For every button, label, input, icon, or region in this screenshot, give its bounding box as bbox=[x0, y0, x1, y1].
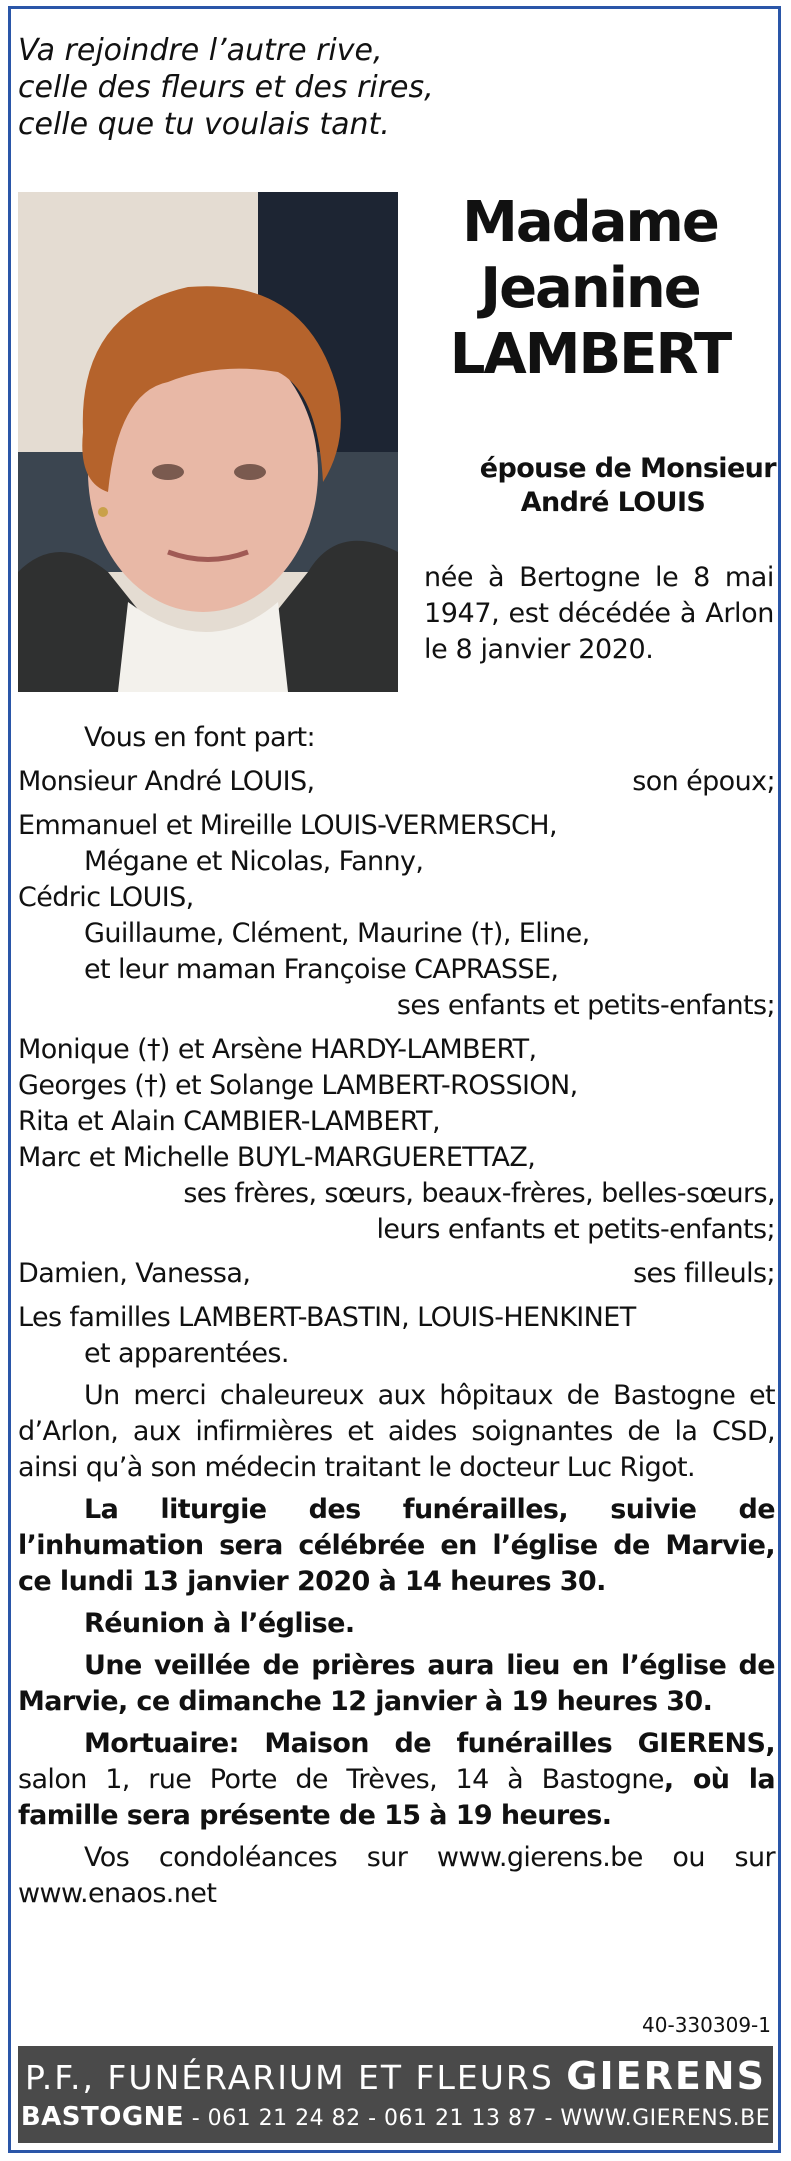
family-line: Emmanuel et Mireille LOUIS-VERMERSCH, bbox=[18, 810, 557, 841]
banner-city: BASTOGNE bbox=[20, 2102, 185, 2132]
banner-line-2 bbox=[18, 2102, 773, 2132]
mortuary-hours: , où la famille sera présente de 15 à 19 heures. bbox=[18, 1764, 775, 1831]
mortuary-title: Mortuaire: Maison de funérailles GIERENS, bbox=[84, 1728, 775, 1759]
vigil-paragraph: Une veillée de prières aura lieu en l’église de Marvie, ce dimanche 12 janvier à 19 heures 30. bbox=[18, 1650, 775, 1717]
deceased-name bbox=[410, 190, 770, 388]
family-line: Guillaume, Clément, Maurine (†), Eline, bbox=[84, 918, 590, 949]
portrait-photo bbox=[18, 192, 398, 692]
condolences-paragraph: Vos condoléances sur www.gierens.be ou sur www.enaos.net bbox=[18, 1842, 775, 1909]
poem-line: celle que tu voulais tant. bbox=[18, 107, 390, 142]
name-last: LAMBERT bbox=[449, 322, 731, 387]
notice-body bbox=[18, 720, 775, 1912]
spouse-info bbox=[410, 452, 776, 520]
family-line: et apparentées. bbox=[84, 1338, 289, 1369]
mortuary-address: salon 1, rue Porte de Trèves, 14 à Bastogne bbox=[18, 1764, 664, 1795]
family-line: Georges (†) et Solange LAMBERT-ROSSION, bbox=[18, 1070, 578, 1101]
family-relation: leurs enfants et petits-enfants; bbox=[376, 1214, 775, 1245]
name-first: Jeanine bbox=[480, 256, 700, 321]
poem-line: Va rejoindre l’autre rive, bbox=[18, 33, 383, 68]
family-line bbox=[18, 1256, 775, 1292]
meeting-paragraph: Réunion à l’église. bbox=[84, 1608, 355, 1639]
spouse-line: épouse de Monsieur bbox=[479, 453, 776, 484]
family-line: Les familles LAMBERT-BASTIN, LOUIS-HENKINET bbox=[18, 1302, 636, 1333]
family-name: Monsieur André LOUIS, bbox=[18, 766, 315, 797]
family-relation: ses filleuls; bbox=[633, 1258, 775, 1289]
family-relation: son époux; bbox=[632, 766, 775, 797]
family-name: Damien, Vanessa, bbox=[18, 1258, 251, 1289]
family-line: Cédric LOUIS, bbox=[18, 882, 194, 913]
family-line bbox=[18, 764, 775, 800]
funeral-home-banner bbox=[18, 2046, 773, 2143]
family-line: Rita et Alain CAMBIER-LAMBERT, bbox=[18, 1106, 440, 1137]
banner-contact: - 061 21 24 82 - 061 21 13 87 - WWW.GIERENS.BE bbox=[184, 2106, 771, 2131]
thanks-paragraph: Un merci chaleureux aux hôpitaux de Bastogne et d’Arlon, aux infirmières et aides soignantes de la CSD, ainsi qu’à son médecin traitant le docteur Luc Rigot. bbox=[18, 1380, 775, 1483]
banner-brand: GIERENS bbox=[566, 2054, 766, 2098]
liturgy-paragraph: La liturgie des funérailles, suivie de l’inhumation sera célébrée en l’église de Marvie, ce lundi 13 janvier 2020 à 14 heures 30. bbox=[18, 1494, 775, 1597]
name-title: Madame bbox=[462, 190, 718, 255]
family-relation: ses frères, sœurs, beaux-frères, belles-sœurs, bbox=[183, 1178, 775, 1209]
reference-number: 40-330309-1 bbox=[642, 2013, 771, 2037]
birth-death-info: née à Bertogne le 8 mai 1947, est décédée à Arlon le 8 janvier 2020. bbox=[424, 562, 774, 665]
announce-line: Vous en font part: bbox=[84, 722, 315, 753]
family-line: Marc et Michelle BUYL-MARGUERETTAZ, bbox=[18, 1142, 536, 1173]
family-relation: ses enfants et petits-enfants; bbox=[396, 990, 775, 1021]
spouse-name: André LOUIS bbox=[520, 487, 706, 518]
family-line: Monique (†) et Arsène HARDY-LAMBERT, bbox=[18, 1034, 537, 1065]
poem-line: celle des fleurs et des rires, bbox=[18, 70, 434, 105]
banner-prefix: P.F., FUNÉRARIUM ET FLEURS bbox=[25, 2058, 567, 2097]
family-line: et leur maman Françoise CAPRASSE, bbox=[84, 954, 559, 985]
banner-line-1 bbox=[18, 2054, 773, 2098]
poem bbox=[18, 32, 434, 143]
family-line: Mégane et Nicolas, Fanny, bbox=[84, 846, 424, 877]
mortuary-paragraph bbox=[18, 1726, 775, 1834]
